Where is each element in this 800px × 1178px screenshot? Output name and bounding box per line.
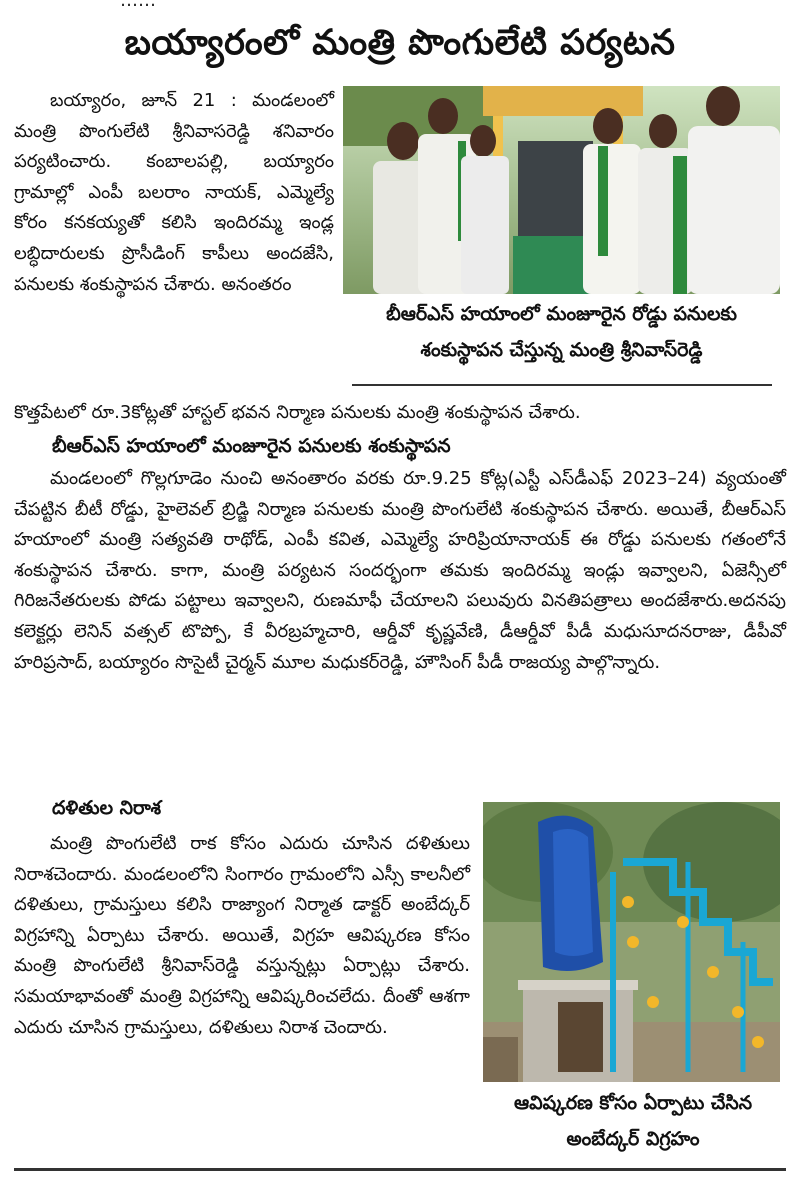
subhead-dalit-disappointment: దళితుల నిరాశ <box>52 797 162 819</box>
bottom-rule <box>14 1168 786 1171</box>
section1-body <box>14 464 786 789</box>
section1-paragraph: మండలంలో గొల్లగూడెం నుంచి అనంతారం వరకు రూ.9.25 కోట్ల(ఎస్టీ ఎస్‌డీఎఫ్ 2023–24) వ్యయంతో చేపట్టిన బీటీ రోడ్డు, హైలెవల్ బ్రిడ్జి నిర్మాణ పనులకు మంత్రి పొంగులేటి శంకుస్థాపన చేశారు. అయితే, బీఆర్ఎస్ హయాంలో మంత్రి సత్యవతి రాథోడ్, ఎంపీ కవిత, ఎమ్మెల్యే హరిప్రియానాయక్ ఈ రోడ్డు పనులకు గతంలోనే శంకుస్థాపన చేశారు. కాగా, మంత్రి పర్యటన సందర్భంగా తమకు ఇందిరమ్మ ఇండ్లు ఇవ్వాలని, ఏజెన్సీలో గిరిజనేతరులకు పోడు పట్టాలు ఇవ్వాలని, రుణమాఫీ చేయాలని పలువురు వినతిపత్రాలు అందజేశారు.అదనపు కలెక్టర్లు లెనిన్ వత్సల్ టొప్పో, కే వీరబ్రహ్మచారి, ఆర్డీవో కృష్ణవేణి, డీఆర్డీవో పీడీ మధుసూదనరాజు, డీపీవో హరిప్రసాద్, బయ్యారం సొసైటీ చైర్మన్ మూల మధుకర్‌రెడ్డి, హౌసింగ్ పీడీ రాజయ్య పాల్గొన్నారు. <box>14 468 786 673</box>
photo2-caption: ఆవిష్కరణ కోసం ఏర్పాటు చేసిన అంబేద్కర్ విగ్రహం <box>513 1092 753 1150</box>
foundation-ceremony-image <box>343 86 780 294</box>
subhead-foundation: బీఆర్ఎస్ హయాంలో మంజూరైన పనులకు శంకుస్థాపన <box>52 435 451 457</box>
ambedkar-statue-image <box>483 802 780 1082</box>
photo-foundation-ceremony <box>343 86 780 294</box>
caption-underline <box>352 384 772 386</box>
lead-continuation <box>14 398 786 429</box>
lead-continuation-text: కొత్తపేటలో రూ.3కోట్లతో హాస్టల్ భవన నిర్మాణ పనులకు మంత్రి శంకుస్థాపన చేశారు. <box>14 402 581 423</box>
lead-paragraph: బయ్యారం, జూన్ 21 : మండలంలో మంత్రి పొంగులేటి శ్రీనివాసరెడ్డి శనివారం పర్యటించారు. కంబాలపల్లి, బయ్యారం గ్రామాల్లో ఎంపీ బలరాం నాయక్, ఎమ్మెల్యే కోరం కనకయ్యతో కలిసి ఇందిరమ్మ ఇండ్ల లబ్ధిదారులకు ప్రొసీడింగ్ కాపీలు అందజేసి, పనులకు శంకుస్థాపన చేశారు. అనంతరం <box>14 90 334 295</box>
top-strip <box>0 0 800 14</box>
top-strip-text: …… <box>120 0 156 11</box>
section2-paragraph: మంత్రి పొంగులేటి రాక కోసం ఎదురు చూసిన దళితులు నిరాశచెందారు. మండలంలోని సింగారం గ్రామంలోని ఎస్సీ కాలనీలో దళితులు, గ్రామస్తులు కలిసి రాజ్యాంగ నిర్మాత డాక్టర్ అంబేద్కర్ విగ్రహాన్ని ఏర్పాటు చేశారు. అయితే, విగ్రహ ఆవిష్కరణ కోసం మంత్రి పొంగులేటి శ్రీనివాస్‌రెడ్డి వస్తున్నట్లు ఏర్పాట్లు చేశారు. సమయాభావంతో మంత్రి విగ్రహాన్ని ఆవిష్కరించలేదు. దీంతో ఆశగా ఎదురు చూసిన గ్రామస్తులు, దళితులు నిరాశ చెందారు. <box>14 833 470 1038</box>
photo-ambedkar-statue <box>483 802 780 1082</box>
section2-column <box>14 829 470 1159</box>
headline: బయ్యారంలో మంత్రి పొంగులేటి పర్యటన <box>124 23 676 63</box>
photo1-caption: బీఆర్ఎస్ హయాంలో మంజూరైన రోడ్డు పనులకు శంకుస్థాపన చేస్తున్న మంత్రి శ్రీనివాస్‌రెడ్డి <box>386 303 737 361</box>
lead-column <box>14 86 334 396</box>
